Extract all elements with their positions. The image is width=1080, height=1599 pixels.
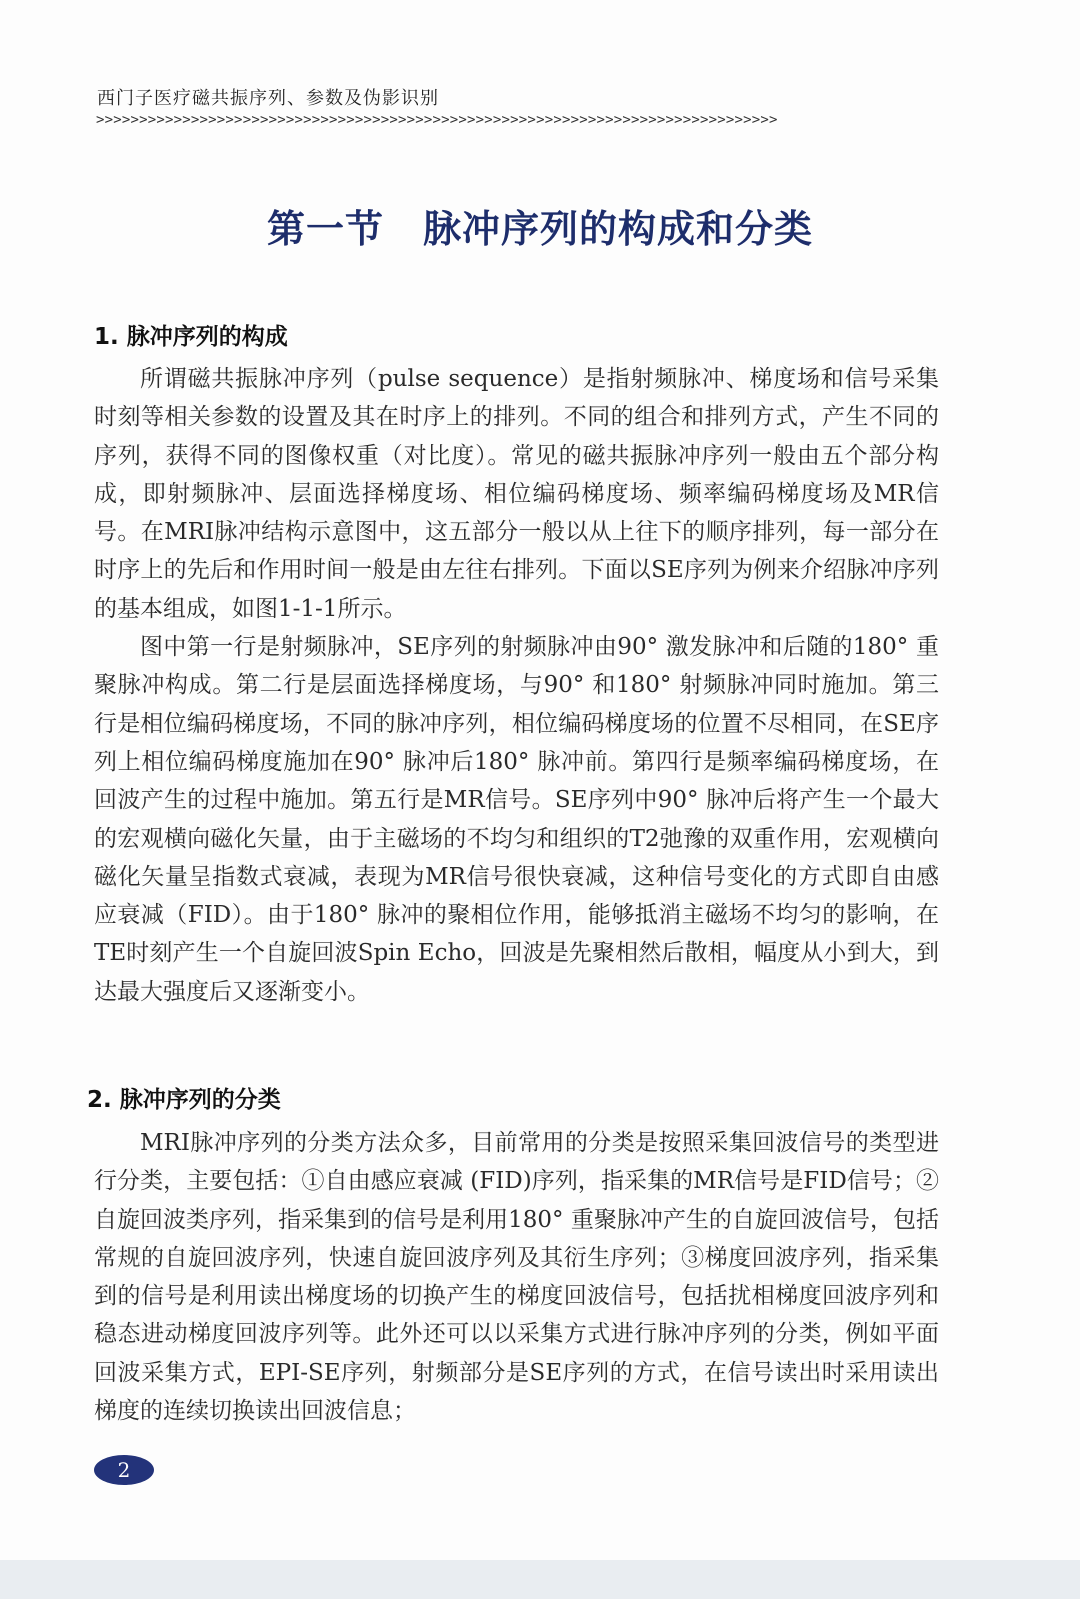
section-title: 第一节 脉冲序列的构成和分类 [266, 206, 813, 251]
subsection-heading-2: 2. 脉冲序列的分类 [87, 1087, 281, 1113]
bottom-margin [0, 1560, 1080, 1599]
subsection-heading-1: 1. 脉冲序列的构成 [94, 324, 288, 350]
paragraph: 所谓磁共振脉冲序列（pulse sequence）是指射频脉冲、梯度场和信号采集时刻等相关参数的设置及其在时序上的排列。不同的组合和排列方式，产生不同的序列，获得不同的图像权重（对比度）。常见的磁共振脉冲序列一般由五个部分构成，即射频脉冲、层面选择梯度场、相位编码梯度场、频率编码梯度场及MR信号。在MRI脉冲结构示意图中，这五部分一般以从上往下的顺序排列，每一部分在时序上的先后和作用时间一般是由左往右排列。下面以SE序列为例来介绍脉冲序列的基本组成，如图1-1-1所示。 [94, 366, 939, 622]
paragraph: 图中第一行是射频脉冲，SE序列的射频脉冲由90° 激发脉冲和后随的180° 重聚脉冲构成。第二行是层面选择梯度场，与90° 和180° 射频脉冲同时施加。第三行是相位编码梯度场，不同的脉冲序列，相位编码梯度场的位置不尽相同，在SE序列上相位编码梯度施加在90° 脉冲后180° 脉冲前。第四行是频率编码梯度场，在回波产生的过程中施加。第五行是MR信号。SE序列中90° 脉冲后将产生一个最大的宏观横向磁化矢量，由于主磁场的不均匀和组织的T2弛豫的双重作用，宏观横向磁化矢量呈指数式衰减，表现为MR信号很快衰减，这种信号变化的方式即自由感应衰减（FID）。由于180° 脉冲的聚相位作用，能够抵消主磁场不均匀的影响，在TE时刻产生一个自旋回波Spin Echo，回波是先聚相然后散相，幅度从小到大，到达最大强度后又逐渐变小。 [94, 634, 939, 1005]
page-number-badge: 2 [94, 1455, 154, 1485]
running-header: 西门子医疗磁共振序列、参数及伪影识别 [97, 88, 439, 109]
subsection-2-body [94, 1124, 939, 1430]
header-rule: >>>>>>>>>>>>>>>>>>>>>>>>>>>>>>>>>>>>>>>>>>>>>>>>>>>>>>>>>>>>>>>>>>>>>>>>>>>>>>> [96, 112, 778, 128]
paragraph: MRI脉冲序列的分类方法众多，目前常用的分类是按照采集回波信号的类型进行分类，主要包括：①自由感应衰减 (FID)序列，指采集的MR信号是FID信号；②自旋回波类序列，指采集到的信号是利用180° 重聚脉冲产生的自旋回波信号，包括常规的自旋回波序列，快速自旋回波序列及其衍生序列；③梯度回波序列，指采集到的信号是利用读出梯度场的切换产生的梯度回波信号，包括扰相梯度回波序列和稳态进动梯度回波序列等。此外还可以以采集方式进行脉冲序列的分类，例如平面回波采集方式，EPI-SE序列，射频部分是SE序列的方式，在信号读出时采用读出梯度的连续切换读出回波信息； [94, 1130, 939, 1425]
subsection-1-body [94, 360, 939, 1011]
